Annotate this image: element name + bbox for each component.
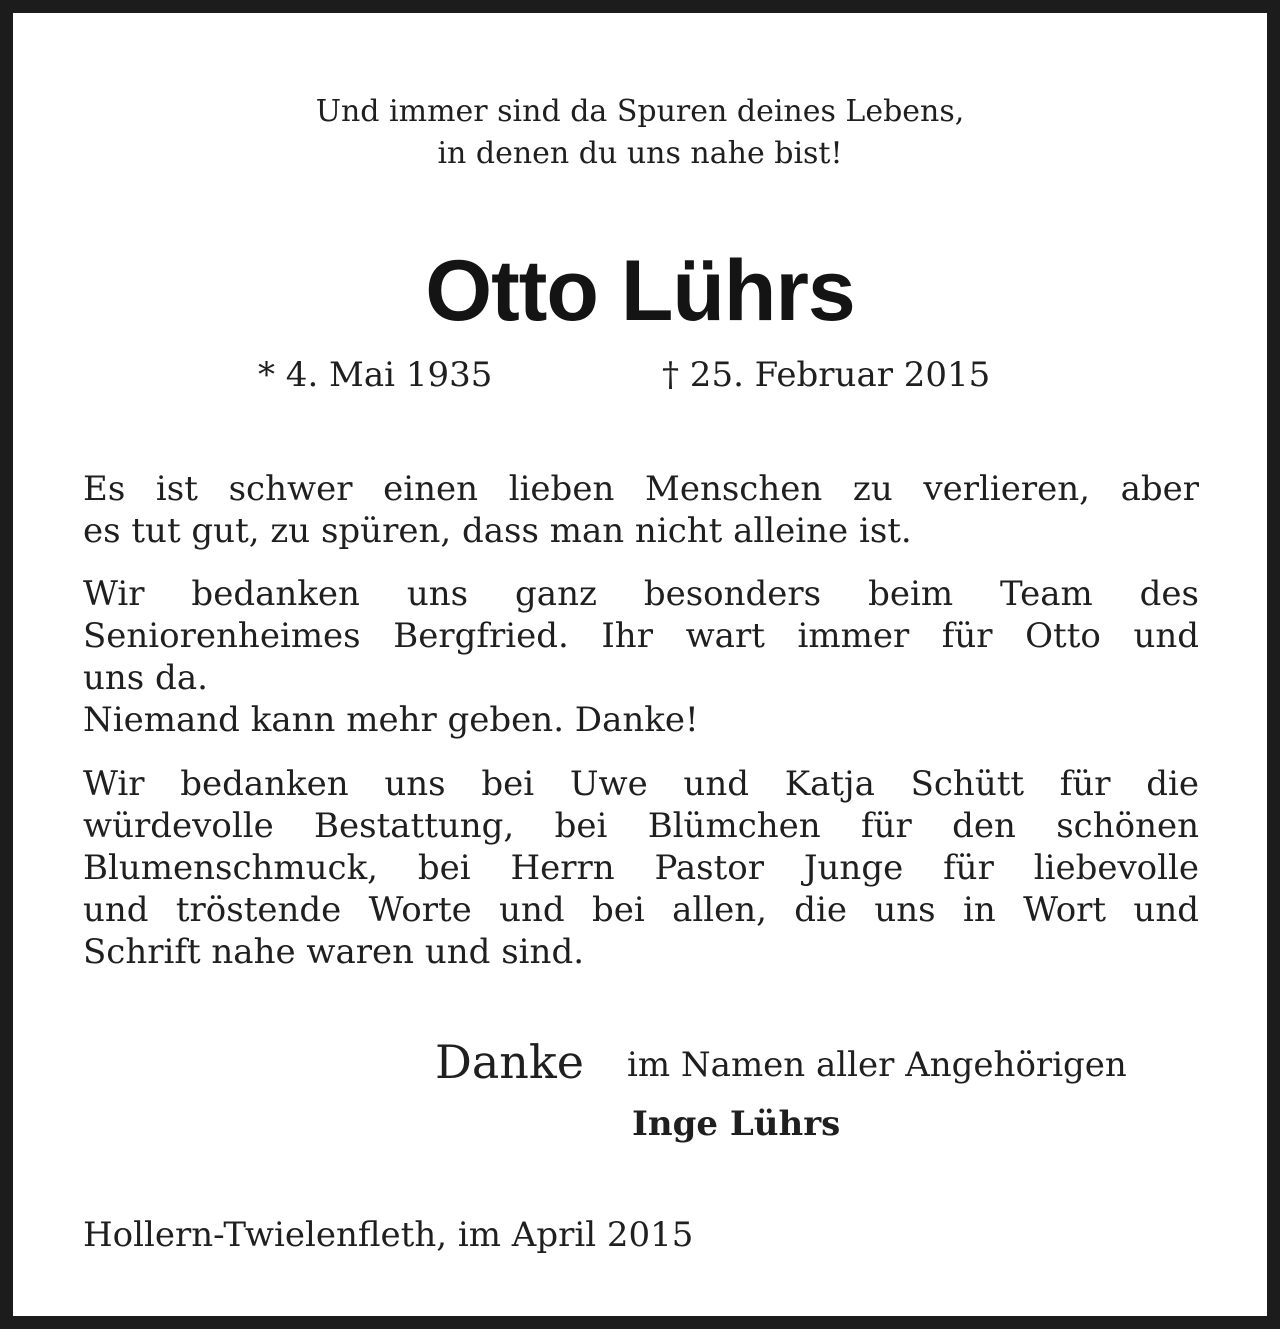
paragraph-3-line-4: und tröstende Worte und bei allen, die uns in Wort und <box>83 890 1199 930</box>
motto-line-1: Und immer sind da Spuren deines Lebens, <box>315 94 965 129</box>
paragraph-1 <box>83 468 1199 552</box>
paragraph-2-line-4: Niemand kann mehr geben. Danke! <box>83 700 699 740</box>
paragraph-3-line-2: würdevolle Bestattung, bei Blümchen für den schönen <box>83 806 1199 846</box>
paragraph-1-line-1: Es ist schwer einen lieben Menschen zu verlieren, aber <box>83 469 1199 509</box>
place-and-date: Hollern-Twielenfleth, im April 2015 <box>83 1215 694 1255</box>
deceased-name: Otto Lührs <box>425 243 855 339</box>
death-date: † 25. Februar 2015 <box>662 355 991 395</box>
paragraph-3 <box>83 763 1199 973</box>
paragraph-2-line-2: Seniorenheimes Bergfried. Ihr wart immer für Otto und <box>83 616 1199 656</box>
birth-date: * 4. Mai 1935 <box>258 355 493 395</box>
paragraph-1-line-2: es tut gut, zu spüren, dass man nicht alleine ist. <box>83 511 912 551</box>
closing-on-behalf: im Namen aller Angehörigen <box>627 1045 1127 1085</box>
paragraph-2-line-1: Wir bedanken uns ganz besonders beim Team des <box>83 574 1199 614</box>
paragraph-3-line-1: Wir bedanken uns bei Uwe und Katja Schütt für die <box>83 764 1199 804</box>
paragraph-3-line-5: Schrift nahe waren und sind. <box>83 932 585 972</box>
paragraph-3-line-3: Blumenschmuck, bei Herrn Pastor Junge für liebevolle <box>83 848 1199 888</box>
signer-name: Inge Lührs <box>632 1104 841 1144</box>
paragraph-2-line-3: uns da. <box>83 658 208 698</box>
motto-line-2: in denen du uns nahe bist! <box>437 136 843 171</box>
closing-thanks: Danke <box>435 1035 585 1089</box>
paragraph-2 <box>83 573 1199 741</box>
